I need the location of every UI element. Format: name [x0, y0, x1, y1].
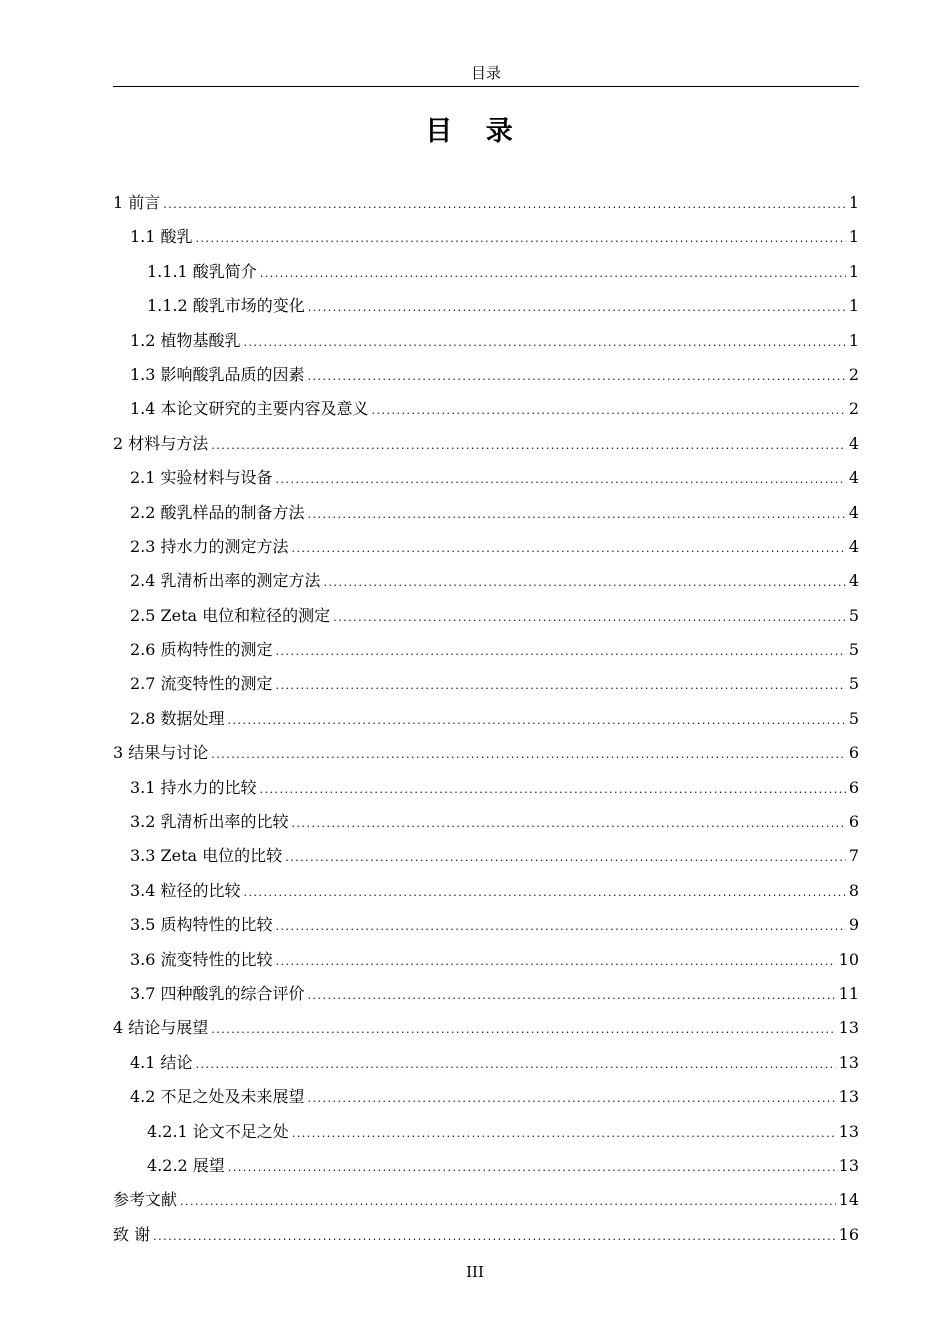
toc-entry-page: 4 [848, 536, 859, 556]
toc-entry-label: 2.4 乳清析出率的测定方法 [130, 571, 321, 591]
toc-entry-label: 2.8 数据处理 [130, 708, 225, 728]
toc-entry[interactable] [113, 1115, 859, 1149]
toc-entry-page: 10 [838, 949, 859, 969]
toc-dot-leader [292, 807, 846, 841]
toc-entry-label: 3.2 乳清析出率的比较 [130, 812, 289, 832]
toc-entry[interactable] [113, 358, 859, 392]
toc-entry-label: 2.1 实验材料与设备 [130, 468, 273, 488]
toc-entry[interactable] [113, 1218, 859, 1252]
toc-entry-label: 3.7 四种酸乳的综合评价 [130, 983, 305, 1003]
toc-entry-page: 4 [848, 433, 859, 453]
toc-dot-leader [276, 463, 846, 497]
toc-entry[interactable] [113, 530, 859, 564]
toc-entry[interactable] [113, 220, 859, 254]
toc-entry-label: 1.1.1 酸乳简介 [147, 261, 257, 281]
toc-entry-page: 6 [848, 777, 859, 797]
toc-entry[interactable] [113, 1011, 859, 1045]
toc-dot-leader [324, 566, 846, 600]
toc-entry-label: 参考文献 [113, 1190, 178, 1210]
toc-entry[interactable] [113, 874, 859, 908]
toc-entry-page: 13 [838, 1018, 859, 1038]
toc-entry-label: 3.6 流变特性的比较 [130, 949, 273, 969]
toc-dot-leader [308, 1082, 836, 1116]
toc-dot-leader [196, 1048, 836, 1082]
toc-dot-leader [285, 841, 846, 875]
toc-entry-page: 4 [848, 468, 859, 488]
toc-entry[interactable] [113, 496, 859, 530]
toc-dot-leader [211, 738, 846, 772]
toc-dot-leader [244, 876, 846, 910]
toc-entry-label: 1.1.2 酸乳市场的变化 [147, 296, 305, 316]
toc-entry-page: 2 [848, 399, 859, 419]
toc-dot-leader [244, 326, 846, 360]
toc-entry-page: 1 [848, 193, 859, 212]
toc-entry[interactable] [113, 943, 859, 977]
toc-entry-label: 1.3 影响酸乳品质的因素 [130, 364, 305, 384]
toc-entry[interactable] [113, 461, 859, 495]
toc-dot-leader [292, 532, 846, 566]
toc-dot-leader [276, 910, 846, 944]
toc-entry-page: 14 [838, 1190, 859, 1210]
toc-entry-label: 4.2 不足之处及未来展望 [130, 1087, 305, 1107]
toc-dot-leader [308, 291, 846, 325]
toc-entry-label: 1.2 植物基酸乳 [130, 330, 241, 350]
toc-entry[interactable] [113, 977, 859, 1011]
toc-dot-leader [163, 188, 846, 222]
toc-entry-label: 4.1 结论 [130, 1052, 193, 1072]
toc-dot-leader [153, 1220, 836, 1254]
toc-entry[interactable] [113, 1149, 859, 1183]
toc-entry-page: 5 [848, 708, 859, 728]
toc-entry-page: 11 [838, 983, 859, 1003]
toc-dot-leader [372, 394, 846, 428]
toc-dot-leader [211, 1013, 835, 1047]
running-header: 目录 [470, 64, 501, 82]
toc-entry-page: 13 [838, 1121, 859, 1141]
toc-entry-label: 2.5 Zeta 电位和粒径的测定 [130, 605, 331, 625]
toc-dot-leader [228, 1151, 836, 1185]
toc-dot-leader [180, 1185, 836, 1219]
toc-entry-label: 1.4 本论文研究的主要内容及意义 [130, 399, 369, 419]
toc-entry[interactable] [113, 667, 859, 701]
toc-dot-leader [292, 1117, 836, 1151]
toc-dot-leader [260, 773, 846, 807]
toc-entry[interactable] [113, 1183, 859, 1217]
table-of-contents [113, 186, 859, 1252]
toc-entry-label: 4.2.2 展望 [147, 1155, 225, 1175]
toc-dot-leader [308, 498, 846, 532]
toc-dot-leader [276, 945, 836, 979]
toc-entry-label: 3.3 Zeta 电位的比较 [130, 846, 283, 866]
toc-entry-page: 1 [848, 261, 859, 281]
toc-entry[interactable] [113, 427, 859, 461]
toc-entry[interactable] [113, 599, 859, 633]
toc-entry-page: 13 [838, 1052, 859, 1072]
toc-entry[interactable] [113, 771, 859, 805]
toc-entry-page: 1 [848, 296, 859, 316]
toc-entry[interactable] [113, 324, 859, 358]
toc-entry-label: 致 谢 [113, 1224, 151, 1244]
toc-entry-label: 2 材料与方法 [113, 433, 209, 453]
toc-entry-page: 13 [838, 1087, 859, 1107]
toc-entry-label: 3.4 粒径的比较 [130, 880, 241, 900]
toc-entry-page: 1 [848, 330, 859, 350]
toc-entry-page: 5 [848, 674, 859, 694]
toc-dot-leader [308, 360, 846, 394]
toc-entry-label: 2.3 持水力的测定方法 [130, 536, 289, 556]
toc-dot-leader [333, 601, 846, 635]
page-number: III [466, 1263, 484, 1281]
toc-entry[interactable] [113, 839, 859, 873]
toc-entry-page: 6 [848, 743, 859, 763]
toc-entry-label: 2.7 流变特性的测定 [130, 674, 273, 694]
toc-entry[interactable] [113, 908, 859, 942]
toc-entry[interactable] [113, 392, 859, 426]
page-title: 目 录 [425, 116, 525, 147]
toc-entry-page: 2 [848, 364, 859, 384]
toc-entry[interactable] [113, 702, 859, 736]
toc-entry[interactable] [113, 289, 859, 323]
toc-entry-label: 1 前言 [113, 193, 161, 212]
toc-dot-leader [308, 979, 836, 1013]
toc-entry-label: 3.5 质构特性的比较 [130, 915, 273, 935]
toc-entry[interactable] [113, 1080, 859, 1114]
toc-entry-page: 9 [848, 915, 859, 935]
toc-entry-page: 13 [838, 1155, 859, 1175]
toc-entry[interactable] [113, 186, 859, 220]
toc-entry[interactable] [113, 255, 859, 289]
toc-entry-page: 4 [848, 571, 859, 591]
toc-entry-label: 3.1 持水力的比较 [130, 777, 257, 797]
toc-entry-page: 5 [848, 640, 859, 660]
toc-dot-leader [196, 222, 846, 256]
toc-dot-leader [211, 429, 846, 463]
toc-entry-page: 5 [848, 605, 859, 625]
header-rule [113, 86, 859, 87]
toc-entry-page: 1 [848, 227, 859, 247]
toc-entry[interactable] [113, 736, 859, 770]
toc-entry[interactable] [113, 633, 859, 667]
toc-entry[interactable] [113, 805, 859, 839]
toc-entry-page: 8 [848, 880, 859, 900]
toc-dot-leader [276, 669, 846, 703]
toc-entry-page: 16 [838, 1224, 859, 1244]
toc-dot-leader [228, 704, 846, 738]
toc-dot-leader [260, 257, 846, 291]
toc-entry[interactable] [113, 564, 859, 598]
toc-entry-label: 3 结果与讨论 [113, 743, 209, 763]
toc-entry-page: 6 [848, 812, 859, 832]
toc-entry-page: 4 [848, 502, 859, 522]
toc-entry-page: 7 [848, 846, 859, 866]
toc-entry-label: 4 结论与展望 [113, 1018, 209, 1038]
toc-dot-leader [276, 635, 846, 669]
toc-entry-label: 2.2 酸乳样品的制备方法 [130, 502, 305, 522]
toc-entry-label: 2.6 质构特性的测定 [130, 640, 273, 660]
toc-entry[interactable] [113, 1046, 859, 1080]
toc-entry-label: 4.2.1 论文不足之处 [147, 1121, 289, 1141]
toc-entry-label: 1.1 酸乳 [130, 227, 193, 247]
